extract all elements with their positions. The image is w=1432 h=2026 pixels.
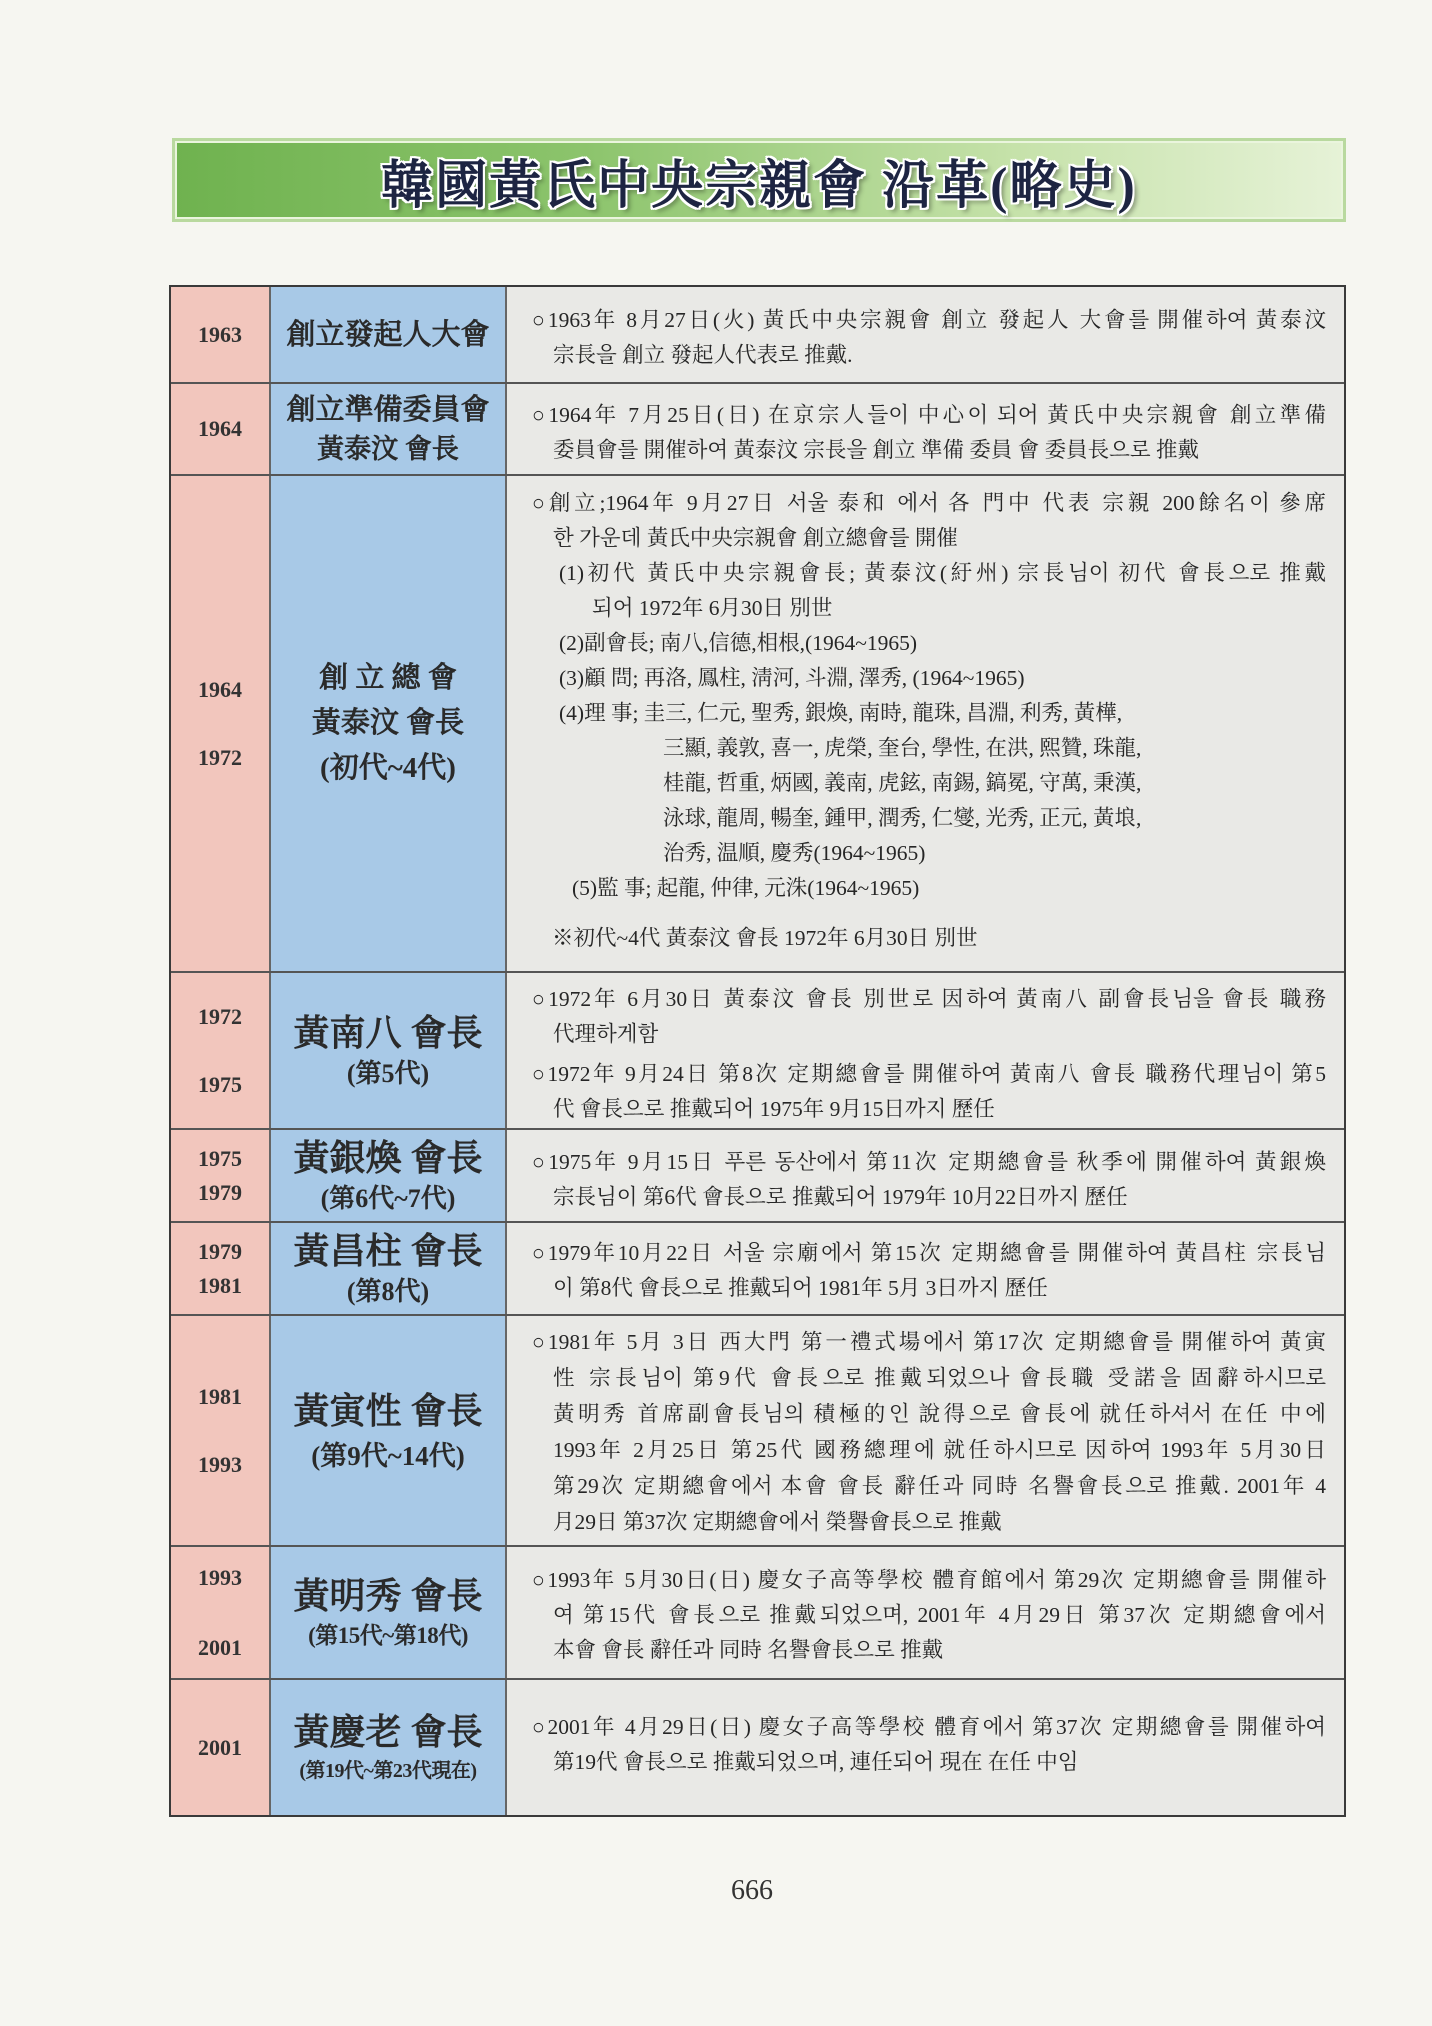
heading-term: (第19代~第23代現在) bbox=[299, 1759, 477, 1782]
content-line: (3)顧 問; 再洛, 鳳柱, 淸河, 斗淵, 澤秀, (1964~1965) bbox=[559, 666, 1025, 690]
heading-term: (初代~4代) bbox=[320, 752, 456, 784]
heading-title: 黃南八 會長 bbox=[293, 1012, 483, 1053]
year-cell bbox=[171, 384, 271, 474]
year-label: 1972 bbox=[198, 1003, 242, 1029]
year-label: 1972 bbox=[198, 744, 242, 770]
history-row bbox=[171, 1680, 1344, 1815]
year-cell bbox=[171, 1130, 271, 1221]
year-label: 1979 bbox=[198, 1179, 242, 1205]
heading-title: 創立準備委員會 bbox=[286, 394, 490, 426]
history-row bbox=[171, 1316, 1344, 1547]
heading-term: (第6代~7代) bbox=[320, 1183, 456, 1213]
title-banner bbox=[172, 138, 1346, 222]
year-label: 1964 bbox=[198, 416, 242, 441]
heading-term: (第9代~14代) bbox=[311, 1440, 465, 1471]
year-cell bbox=[171, 476, 271, 971]
heading-cell bbox=[271, 1223, 507, 1314]
history-row bbox=[171, 1547, 1344, 1680]
content-line: (5)監 事; 起龍, 仲律, 元洙(1964~1965) bbox=[572, 876, 920, 900]
content-line: ○1963年 8月27日(火) 黃氏中央宗親會 創立 發起人 大會를 開催하여 黃泰汶 bbox=[532, 308, 1326, 332]
history-row bbox=[171, 476, 1344, 973]
content-line: 이 第8代 會長으로 推戴되어 1981年 5月 3日까지 歷任 bbox=[553, 1276, 1048, 1300]
year-label: 2001 bbox=[198, 1734, 242, 1760]
content-line: 宗長님이 第6代 會長으로 推戴되어 1979年 10月22日까지 歷任 bbox=[553, 1185, 1128, 1209]
content-cell bbox=[507, 1316, 1344, 1545]
content-line: ○1981年 5月 3日 西大門 第一禮式場에서 第17次 定期總會를 開催하여 黃寅 bbox=[532, 1330, 1326, 1354]
content-line: 宗長을 創立 發起人代表로 推戴. bbox=[553, 343, 853, 367]
heading-cell bbox=[271, 1316, 507, 1545]
heading-title: 創立發起人大會 bbox=[286, 318, 490, 351]
content-line: 三顯, 義敦, 喜一, 虎榮, 奎台, 學性, 在洪, 熙贊, 珠龍, bbox=[663, 736, 1142, 760]
page-title: 韓國黃氏中央宗親會 沿革(略史) bbox=[381, 157, 1137, 215]
content-line: ○創立;1964年 9月27日 서울 泰和 에서 各 門中 代表 宗親 200餘名이 參席 bbox=[532, 491, 1326, 515]
heading-title: 黃慶老 會長 bbox=[293, 1711, 483, 1752]
content-cell bbox=[507, 973, 1344, 1128]
history-row bbox=[171, 1223, 1344, 1316]
content-line: 性 宗長님이 第9代 會長으로 推戴되었으나 會長職 受諾을 固辭하시므로 bbox=[553, 1366, 1326, 1390]
heading-cell bbox=[271, 1680, 507, 1815]
heading-cell bbox=[271, 384, 507, 474]
content-line: (1)初代 黃氏中央宗親會長; 黃泰汶(紆州) 宗長님이 初代 會長으로 推戴 bbox=[559, 561, 1326, 585]
history-row bbox=[171, 287, 1344, 384]
year-cell bbox=[171, 1316, 271, 1545]
year-label: 1993 bbox=[198, 1564, 242, 1590]
heading-term: (第5代) bbox=[346, 1058, 430, 1088]
year-label: 1975 bbox=[198, 1145, 242, 1171]
content-line: 여 第15代 會長으로 推戴되었으며, 2001年 4月29日 第37次 定期總會에서 bbox=[553, 1603, 1326, 1627]
content-line: ○1964年 7月25日(日) 在京宗人들이 中心이 되어 黃氏中央宗親會 創立準備 bbox=[532, 403, 1326, 427]
content-cell bbox=[507, 384, 1344, 474]
content-cell bbox=[507, 1680, 1344, 1815]
content-line: ○1975年 9月15日 푸른 동산에서 第11次 定期總會를 秋季에 開催하여 黃銀煥 bbox=[532, 1150, 1326, 1174]
year-label: 1964 bbox=[198, 676, 242, 702]
history-row bbox=[171, 1130, 1344, 1223]
year-label: 1981 bbox=[198, 1272, 242, 1298]
content-note: ※初代~4代 黃泰汶 會長 1972年 6月30日 別世 bbox=[552, 926, 978, 950]
year-cell bbox=[171, 1547, 271, 1678]
year-label: 1963 bbox=[198, 321, 242, 347]
heading-term: (第8代) bbox=[346, 1276, 430, 1306]
content-cell bbox=[507, 1130, 1344, 1221]
heading-title: 黃銀煥 會長 bbox=[293, 1137, 483, 1178]
heading-cell bbox=[271, 287, 507, 382]
content-cell bbox=[507, 1547, 1344, 1678]
content-line: 月29日 第37次 定期總會에서 榮譽會長으로 推戴 bbox=[553, 1510, 1002, 1534]
content-line: 第29次 定期總會에서 本會 會長 辭任과 同時 名譽會長으로 推戴. 2001年 4 bbox=[553, 1474, 1326, 1498]
content-line: ○1972年 6月30日 黃泰汶 會長 別世로 因하여 黃南八 副會長님을 會長 職務 bbox=[532, 987, 1326, 1011]
content-line: 되어 1972年 6月30日 別世 bbox=[592, 596, 833, 620]
history-row bbox=[171, 973, 1344, 1130]
page-number: 666 bbox=[731, 1875, 773, 1906]
history-row bbox=[171, 384, 1344, 476]
heading-subtitle: 黃泰汶 會長 bbox=[311, 707, 465, 739]
heading-term: (第15代~第18代) bbox=[308, 1622, 468, 1648]
heading-title: 黃明秀 會長 bbox=[293, 1575, 483, 1616]
content-cell bbox=[507, 476, 1344, 971]
heading-subtitle: 黃泰汶 會長 bbox=[317, 434, 459, 464]
content-line: 1993年 2月25日 第25代 國務總理에 就任하시므로 因하여 1993年 5月30日 bbox=[553, 1438, 1326, 1462]
year-cell bbox=[171, 287, 271, 382]
heading-title: 黃昌柱 會長 bbox=[293, 1230, 483, 1271]
heading-cell bbox=[271, 1130, 507, 1221]
content-line: ○1993年 5月30日(日) 慶女子高等學校 體育館에서 第29次 定期總會를 開催하 bbox=[532, 1568, 1326, 1592]
content-line: 代 會長으로 推戴되어 1975年 9月15日까지 歷任 bbox=[553, 1097, 995, 1121]
content-line: 한 가운데 黃氏中央宗親會 創立總會를 開催 bbox=[553, 526, 958, 550]
year-label: 2001 bbox=[198, 1634, 242, 1660]
content-line: 代理하게함 bbox=[553, 1022, 659, 1046]
content-line: 第19代 會長으로 推戴되었으며, 連任되어 現在 在任 中임 bbox=[553, 1750, 1079, 1774]
year-cell bbox=[171, 1680, 271, 1815]
content-cell bbox=[507, 1223, 1344, 1314]
history-table bbox=[169, 285, 1346, 1817]
year-label: 1981 bbox=[198, 1383, 242, 1409]
content-line: 桂龍, 哲重, 炳國, 義南, 虎鉉, 南錫, 鎬冕, 守萬, 秉漢, bbox=[663, 771, 1142, 795]
content-line: 本會 會長 辭任과 同時 名譽會長으로 推戴 bbox=[553, 1638, 944, 1662]
content-line: 委員會를 開催하여 黃泰汶 宗長을 創立 準備 委員 會 委員長으로 推戴 bbox=[553, 438, 1199, 462]
content-line: (2)副會長; 南八,信德,相根,(1964~1965) bbox=[559, 631, 917, 655]
year-label: 1993 bbox=[198, 1451, 242, 1477]
year-label: 1975 bbox=[198, 1071, 242, 1097]
content-line: ○2001年 4月29日(日) 慶女子高等學校 體育에서 第37次 定期總會를 開催하여 bbox=[532, 1715, 1326, 1739]
content-line: ○1972年 9月24日 第8次 定期總會를 開催하여 黃南八 會長 職務代理님이 第5 bbox=[532, 1062, 1326, 1086]
content-line: 治秀, 温順, 慶秀(1964~1965) bbox=[663, 841, 926, 865]
year-label: 1979 bbox=[198, 1238, 242, 1264]
heading-cell bbox=[271, 973, 507, 1128]
year-cell bbox=[171, 973, 271, 1128]
heading-title: 黃寅性 會長 bbox=[293, 1390, 483, 1431]
content-line: 泳球, 龍周, 暢奎, 鍾甲, 潤秀, 仁燮, 光秀, 正元, 黃埌, bbox=[663, 806, 1142, 830]
content-cell bbox=[507, 287, 1344, 382]
heading-title: 創 立 總 會 bbox=[319, 662, 457, 694]
heading-cell bbox=[271, 1547, 507, 1678]
year-cell bbox=[171, 1223, 271, 1314]
content-line: 黃明秀 首席副會長님의 積極的인 說得으로 會長에 就任하셔서 在任 中에 bbox=[553, 1402, 1326, 1426]
content-line: (4)理 事; 圭三, 仁元, 聖秀, 銀煥, 南時, 龍珠, 昌淵, 利秀, 黃樺, bbox=[559, 701, 1123, 725]
heading-cell bbox=[271, 476, 507, 971]
content-line: ○1979年10月22日 서울 宗廟에서 第15次 定期總會를 開催하여 黃昌柱 宗長님 bbox=[532, 1241, 1326, 1265]
